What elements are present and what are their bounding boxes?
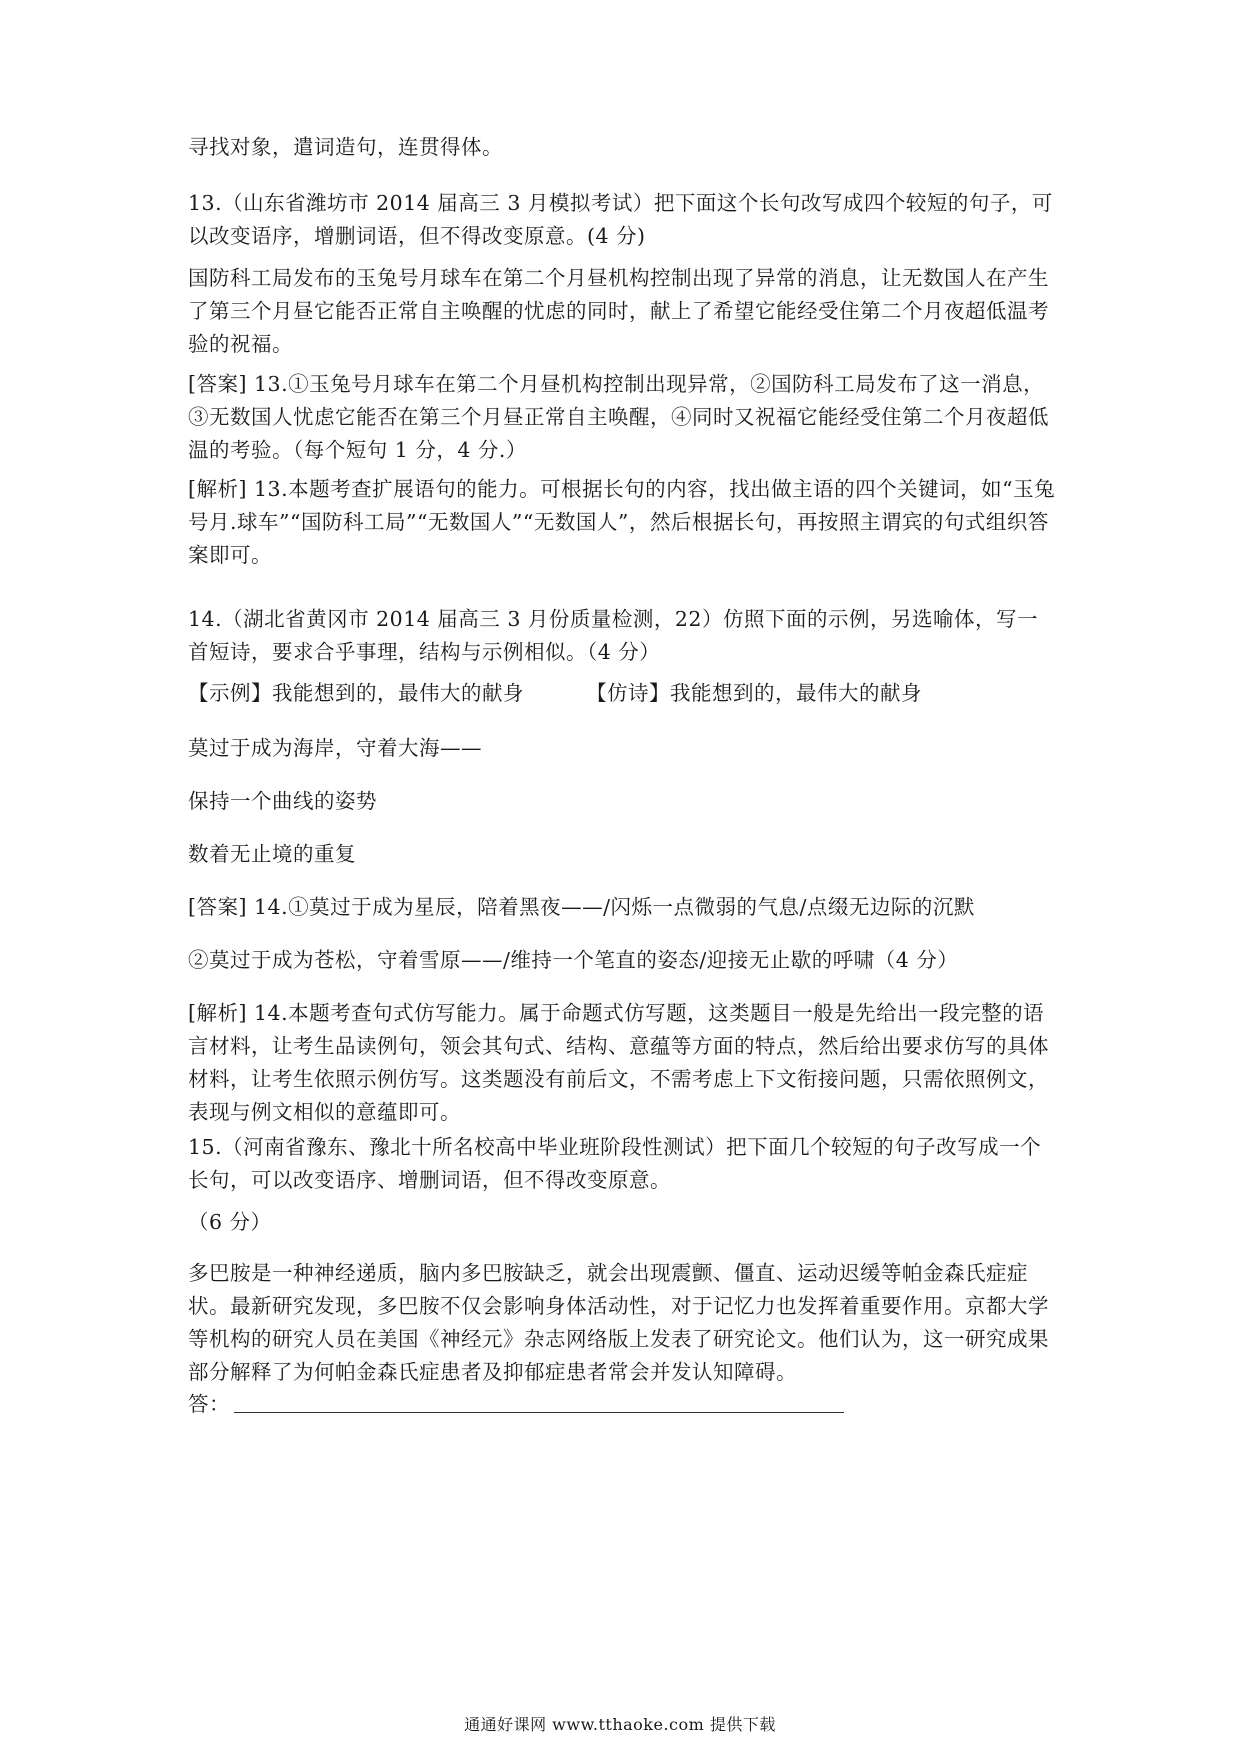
- q13-analysis: [解析] 13.本题考查扩展语句的能力。可根据长句的内容，找出做主语的四个关键词，如“玉兔号月.球车”“国防科工局”“无数国人”“无数国人”，然后根据长句，再按照主谓宾的句式组织答案即可。: [188, 477, 1056, 567]
- page-footer: 通通好课网 www.tthaoke.com 提供下载: [464, 1715, 776, 1734]
- q14-question: 14.（湖北省黄冈市 2014 届高三 3 月份质量检测，22）仿照下面的示例，另选喻体，写一首短诗，要求合乎事理，结构与示例相似。（4 分）: [188, 607, 1038, 664]
- q14-answer1: [答案] 14.①莫过于成为星辰，陪着黑夜——/闪烁一点微弱的气息/点缀无边际的沉默: [188, 895, 975, 919]
- q14-example-left: 【示例】我能想到的，最伟大的献身: [188, 681, 524, 705]
- intro-tail-text: 寻找对象，遣词造句，连贯得体。: [188, 135, 503, 159]
- q14-line2: 保持一个曲线的姿势: [188, 789, 377, 813]
- q14-line1: 莫过于成为海岸，守着大海——: [188, 736, 482, 760]
- q14-example-row: [188, 677, 922, 710]
- q14-line3: 数着无止境的重复: [188, 842, 356, 866]
- q15-answer-label: 答：: [188, 1392, 230, 1416]
- q14-answer2: ②莫过于成为苍松，守着雪原——/维持一个笔直的姿态/迎接无止歇的呼啸（4 分）: [188, 948, 959, 972]
- answer-blank-line: [234, 1390, 844, 1413]
- q13-question: 13.（山东省潍坊市 2014 届高三 3 月模拟考试）把下面这个长句改写成四个较短的句子，可以改变语序，增删词语，但不得改变原意。(4 分): [188, 191, 1053, 248]
- q15-answer-row: [188, 1388, 844, 1421]
- q14-example-right: 【仿诗】我能想到的，最伟大的献身: [586, 681, 923, 705]
- q14-analysis: [解析] 14.本题考查句式仿写能力。属于命题式仿写题，这类题目一般是先给出一段完整的语言材料，让考生品读例句，领会其句式、结构、意蕴等方面的特点，然后给出要求仿写的具体材料，让考生依照示例仿写。这类题没有前后文，不需考虑上下文衔接问题，只需依照例文，表现与例文相似的意蕴即可。: [188, 1001, 1049, 1124]
- q15-passage: 多巴胺是一种神经递质，脑内多巴胺缺乏，就会出现震颤、僵直、运动迟缓等帕金森氏症症状。最新研究发现，多巴胺不仅会影响身体活动性，对于记忆力也发挥着重要作用。京都大学等机构的研究人员在美国《神经元》杂志网络版上发表了研究论文。他们认为，这一研究成果部分解释了为何帕金森氏症患者及抑郁症患者常会并发认知障碍。: [188, 1261, 1049, 1384]
- q13-passage: 国防科工局发布的玉兔号月球车在第二个月昼机构控制出现了异常的消息，让无数国人在产生了第三个月昼它能否正常自主唤醒的忧虑的同时，献上了希望它能经受住第二个月夜超低温考验的祝福。: [188, 266, 1049, 356]
- q13-answer: [答案] 13.①玉兔号月球车在第二个月昼机构控制出现异常，②国防科工局发布了这一消息，③无数国人忧虑它能否在第三个月昼正常自主唤醒，④同时又祝福它能经受住第二个月夜超低温的考验。（每个短句 1 分，4 分.）: [188, 372, 1049, 462]
- q15-question: 15.（河南省豫东、豫北十所名校高中毕业班阶段性测试）把下面几个较短的句子改写成一个长句，可以改变语序、增删词语，但不得改变原意。: [188, 1135, 1042, 1192]
- q15-score: （6 分）: [188, 1210, 272, 1234]
